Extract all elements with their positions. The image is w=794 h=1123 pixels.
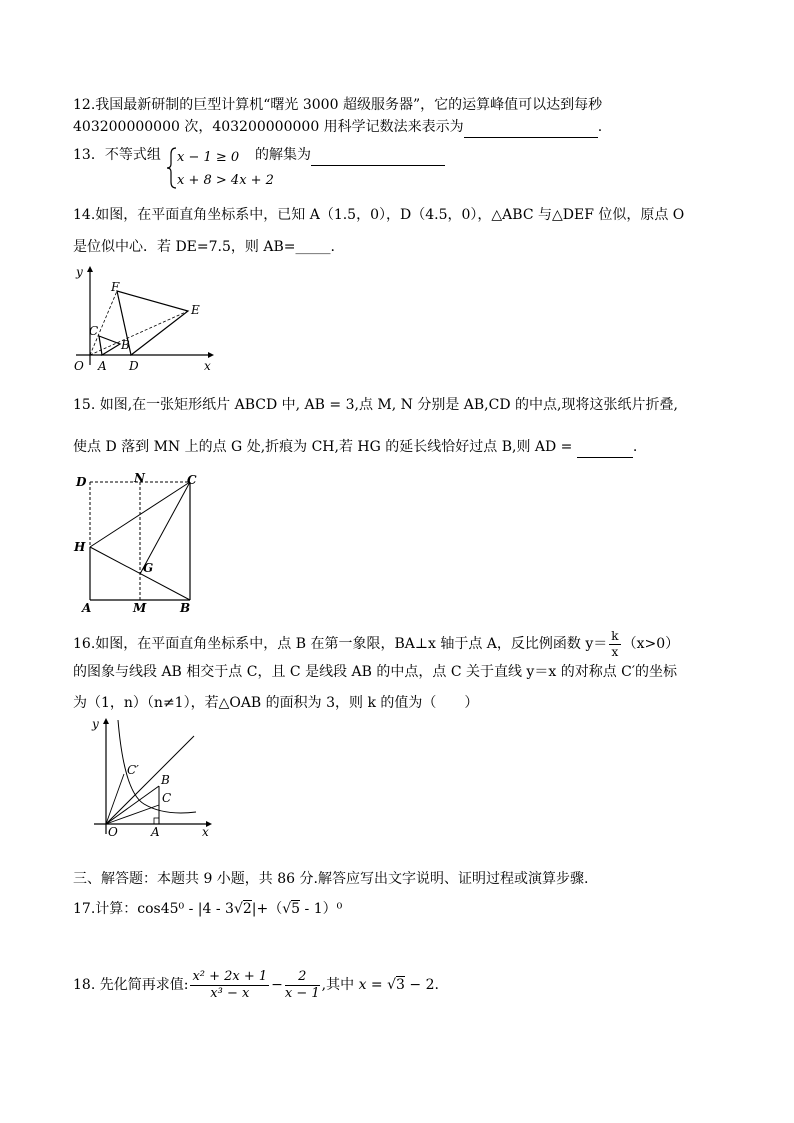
- q18-f2-num: 2: [285, 969, 320, 986]
- q18-cond-a: x =: [358, 977, 388, 993]
- q16-line1b: （x>0）: [622, 636, 680, 652]
- q18-cond-b: − 2.: [404, 977, 439, 993]
- q12-answer-blank: [464, 119, 598, 138]
- q14-label-x: x: [204, 359, 211, 373]
- q17-radicand-2: 5: [291, 901, 301, 917]
- q13-ineq1: x − 1 ≥ 0: [177, 150, 240, 165]
- q14-x-arrow: [208, 352, 214, 358]
- q14-figure: [68, 262, 218, 374]
- q16-line3: 为（1，n）（n≠1），若△OAB 的面积为 3，则 k 的值为（ ）: [73, 695, 479, 711]
- q15-figure: [70, 470, 205, 615]
- q17-radicand-1: 2: [242, 901, 252, 917]
- q15-label-n: N: [134, 471, 145, 485]
- section3-heading: 三、解答题：本题共 9 小题，共 86 分.解答应写出文字说明、证明过程或演算步骤.: [73, 871, 589, 887]
- q16-label-c: C: [162, 791, 172, 805]
- q17-sqrt-sign-2: √: [282, 901, 292, 917]
- q12-tail: .: [597, 119, 603, 135]
- q15-label-h: H: [74, 540, 86, 554]
- q14-line1: 14.如图，在平面直角坐标系中，已知 A（1.5，0），D（4.5，0），△ABC 与△DEF 位似，原点 O: [73, 207, 685, 223]
- q14-label-y: y: [76, 265, 83, 279]
- q16-y-arrow: [103, 718, 109, 724]
- q15-label-g: G: [143, 561, 154, 575]
- q14-line2a: 是位似中心．若 DE=7.5，则 AB=: [73, 239, 296, 255]
- q17-sqrt-sign-1: √: [233, 901, 243, 917]
- q14-label-d: D: [129, 359, 139, 373]
- q14-label-e: E: [191, 303, 200, 317]
- q18-where: 其中: [326, 977, 355, 993]
- q12-line2: [73, 119, 602, 138]
- q14-y-arrow: [87, 266, 93, 272]
- q16-frac-den: x: [611, 644, 619, 659]
- q13-tail: [255, 147, 445, 166]
- q18-f2-den: x − 1: [284, 985, 320, 1001]
- q18-fraction-2: [285, 969, 320, 1001]
- q18-lead: 18. 先化简再求值:: [73, 977, 189, 993]
- q14-label-a: A: [98, 359, 107, 373]
- q13-lead: 13．不等式组: [73, 147, 161, 163]
- q15-label-c: C: [187, 473, 197, 487]
- q15-line1: 15. 如图,在一张矩形纸片 ABCD 中, AB = 3,点 M, N 分别是 AB,CD 的中点,现将这张纸片折叠,: [73, 397, 678, 413]
- q16-figure: [84, 712, 219, 840]
- q15-label-m: M: [133, 601, 147, 615]
- q15-label-a: A: [82, 601, 92, 615]
- q16-label-x: x: [202, 825, 209, 839]
- q17-mid: |+（: [251, 901, 283, 917]
- q16-line2: 的图象与线段 AB 相交于点 C，且 C 是线段 AB 的中点，点 C 关于直线 y＝x 的对称点 C′的坐标: [73, 664, 678, 680]
- q18-f1-den: x³ − x: [210, 985, 250, 1001]
- q18-f1-num: x² + 2x + 1: [192, 968, 268, 984]
- q13-ineq2: x + 8 > 4x + 2: [177, 173, 274, 188]
- q16-line1: [73, 627, 679, 661]
- q15-label-b: B: [180, 601, 191, 615]
- q18-minus: −: [271, 977, 283, 993]
- q15-label-d: D: [76, 475, 87, 489]
- q16-line-yx: [106, 736, 194, 824]
- q16-right-angle: [154, 818, 159, 824]
- q18-cond-sqrt: √: [387, 977, 397, 993]
- q14-label-c: C: [89, 324, 99, 338]
- q14-label-o: O: [74, 359, 84, 373]
- q16-label-a: A: [151, 825, 160, 839]
- q16-line-ob: [106, 786, 159, 824]
- q14-ray-of: [90, 291, 117, 355]
- q14-triangle-abc: [99, 336, 120, 355]
- q14-label-f: F: [111, 280, 120, 294]
- q14-line2: [73, 239, 335, 257]
- q18-expression: [73, 965, 439, 1005]
- q16-label-o: O: [108, 825, 118, 839]
- q14-label-b: B: [121, 338, 130, 352]
- q17-lead: 17.计算：cos45⁰ - |4 - 3: [73, 901, 234, 917]
- q15-line2a: 使点 D 落到 MN 上的点 G 处,折痕为 CH,若 HG 的延长线恰好过点 B,则 AD =: [73, 439, 573, 455]
- q16-line-oc: [106, 805, 159, 824]
- q12-line2-text: 403200000000 次，403200000000 用科学记数法来表示为: [73, 119, 464, 135]
- q15-answer-blank: [577, 439, 633, 458]
- q15-line2: [73, 439, 637, 458]
- q14-line2b: .: [330, 239, 335, 255]
- q13-tail-text: 的解集为: [255, 147, 311, 163]
- q16-label-b: B: [161, 773, 170, 787]
- q18-comma: ,: [321, 977, 327, 993]
- q16-label-c-prime: C′: [127, 763, 139, 777]
- q18-fraction-1: [190, 969, 269, 1001]
- q16-frac-num: k: [611, 629, 619, 644]
- q16-line-oc2: [106, 774, 124, 824]
- q16-fraction: [609, 629, 620, 659]
- q18-cond-radicand: 3: [396, 977, 405, 993]
- q12-line1: 12.我国最新研制的巨型计算机“曙光 3000 超级服务器”，它的运算峰值可以达到每秒: [73, 97, 603, 113]
- q17-tail: - 1）⁰: [300, 901, 343, 917]
- q16-label-y: y: [92, 717, 99, 731]
- q17-expression: [73, 901, 342, 919]
- q16-line1a: 16.如图，在平面直角坐标系中，点 B 在第一象限，BA⊥x 轴于点 A，反比例函数 y＝: [73, 636, 608, 652]
- q13-answer-blank: [311, 147, 445, 166]
- q15-line2b: .: [632, 439, 638, 455]
- q14-blank: _____: [295, 239, 331, 255]
